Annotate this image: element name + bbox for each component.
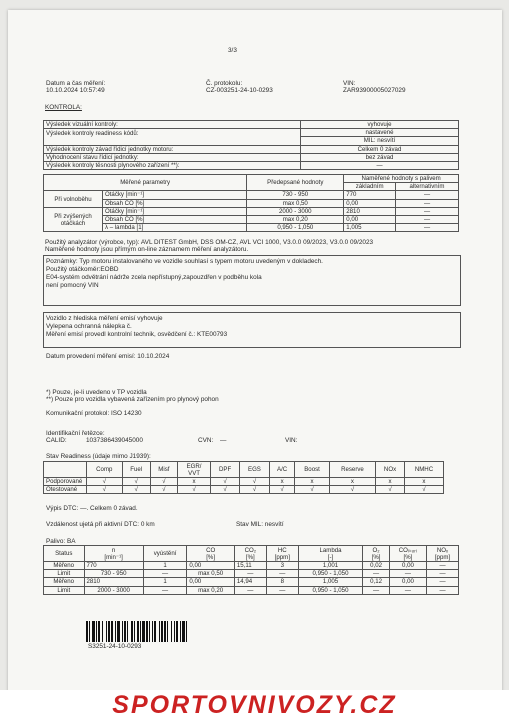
barcode-bar bbox=[149, 621, 150, 642]
readiness-col: Fuel bbox=[122, 462, 150, 478]
kontrola-label: Výsledek vizuální kontroly: bbox=[44, 121, 301, 129]
readiness-cell: √ bbox=[87, 478, 123, 486]
evaluation-line: Vozidlo z hlediska měření emisí vyhovuje bbox=[46, 315, 163, 322]
fuel-cell: 2810 bbox=[84, 578, 143, 586]
readiness-col: EGR/ VVT bbox=[177, 462, 210, 478]
table-row bbox=[44, 191, 459, 199]
dtc-distance: Vzdálenost ujetá při aktivní DTC: 0 km bbox=[46, 521, 155, 528]
ident-vin-label: VIN: bbox=[285, 437, 298, 444]
barcode-bar bbox=[159, 621, 160, 642]
evaluation-line: Měření emisí provedl kontrolní technik, osvědčení č.: KTE00793 bbox=[46, 331, 228, 338]
barcode-bar bbox=[115, 621, 116, 642]
table-row bbox=[44, 199, 459, 207]
kontrola-label: Výsledek kontroly závad řídicí jednotky motoru: bbox=[44, 145, 301, 153]
dtc-list: Výpis DTC: —. Celkem 0 závad. bbox=[46, 505, 138, 512]
barcode-bar bbox=[152, 621, 153, 642]
fuel-cell: 0,00 bbox=[187, 578, 234, 586]
barcode-bar bbox=[186, 621, 187, 642]
readiness-col: NMHC bbox=[404, 462, 443, 478]
analyzer-note: Naměřené hodnoty jsou přímým on-line záznamem měření analyzátoru. bbox=[45, 246, 249, 253]
fuel-header: CO₂ [%] bbox=[234, 546, 266, 562]
kontrola-heading: KONTROLA: bbox=[45, 104, 82, 111]
barcode-bar bbox=[167, 621, 168, 642]
fuel-cell: 1,001 bbox=[298, 562, 363, 570]
group-idle: Při volnoběhu bbox=[44, 191, 103, 207]
fuel-cell: 770 bbox=[84, 562, 143, 570]
readiness-col: NOx bbox=[376, 462, 405, 478]
kontrola-label bbox=[44, 137, 301, 145]
barcode-bar bbox=[164, 621, 166, 642]
fuel-cell: — bbox=[389, 586, 426, 594]
readiness-cell: √ bbox=[211, 486, 240, 494]
analyzer-line: Použitý analyzátor (výrobce, typ): AVL DITEST GmbH, DSS OM-CZ, AVL VCI 1000, V3.0.0 09/2023, V3.0.0 09/2023 bbox=[45, 239, 374, 246]
readiness-row-label: Otestované bbox=[44, 486, 87, 494]
readiness-cell: x bbox=[404, 478, 443, 486]
param-zakl: 770 bbox=[344, 191, 396, 199]
header-meas: Naměřené hodnoty s palivem bbox=[344, 175, 459, 183]
readiness-cell: √ bbox=[122, 478, 150, 486]
fuel-cell: — bbox=[363, 586, 390, 594]
fuel-table bbox=[43, 545, 459, 595]
table-row bbox=[44, 486, 444, 494]
readiness-cell: √ bbox=[376, 486, 405, 494]
fuel-cell: — bbox=[426, 562, 458, 570]
table-row bbox=[44, 562, 459, 570]
measurement-date: Datum provedení měření emisí: 10.10.2024 bbox=[46, 353, 170, 360]
readiness-cell: √ bbox=[211, 478, 240, 486]
readiness-cell: x bbox=[295, 478, 329, 486]
kontrola-label: Výsledek kontroly těsnosti plynového zařízení **): bbox=[44, 161, 301, 169]
group-raised-line1: Při zvýšených bbox=[54, 212, 92, 220]
param-alt: — bbox=[396, 215, 459, 223]
fuel-header: vyústění bbox=[143, 546, 187, 562]
barcode-bar bbox=[176, 621, 178, 642]
barcode-bar bbox=[140, 621, 141, 642]
barcode-bar bbox=[102, 621, 103, 642]
readiness-cell: √ bbox=[269, 486, 294, 494]
barcode-bar bbox=[161, 621, 163, 642]
readiness-col: A/C bbox=[269, 462, 294, 478]
fuel-cell: max 0,20 bbox=[187, 586, 234, 594]
readiness-cell: √ bbox=[150, 486, 177, 494]
barcode-bar bbox=[137, 621, 139, 642]
calid-label: CALID: bbox=[46, 437, 67, 444]
fuel-cell: 0,12 bbox=[363, 578, 390, 586]
readiness-cell: x bbox=[329, 478, 375, 486]
fuel-header: n [min⁻¹] bbox=[84, 546, 143, 562]
param-zakl: 1,005 bbox=[344, 224, 396, 232]
evaluation-line: Vylepena ochranná nálepka č. bbox=[46, 323, 132, 330]
table-row bbox=[44, 153, 459, 161]
cvn-value: — bbox=[220, 437, 227, 444]
barcode-bar bbox=[127, 621, 128, 642]
barcode-bar bbox=[86, 621, 88, 642]
fuel-cell: Limit bbox=[44, 570, 85, 578]
header-param: Měřené parametry bbox=[44, 175, 247, 191]
fuel-cell: — bbox=[266, 570, 298, 578]
barcode-bar bbox=[124, 621, 126, 642]
param-name: Otáčky [min⁻¹] bbox=[103, 191, 247, 199]
fuel-cell: — bbox=[426, 586, 458, 594]
readiness-col: Comp bbox=[87, 462, 123, 478]
kontrola-value: MIL: nesvítí bbox=[301, 137, 459, 145]
readiness-cell: √ bbox=[87, 486, 123, 494]
fuel-header: CO [%] bbox=[187, 546, 234, 562]
kontrola-value: Celkem 0 závad bbox=[301, 145, 459, 153]
fuel-cell: 2000 - 3000 bbox=[84, 586, 143, 594]
readiness-cell: √ bbox=[295, 486, 329, 494]
fuel-cell: — bbox=[143, 586, 187, 594]
barcode-bar bbox=[111, 621, 113, 642]
table-row bbox=[44, 224, 459, 232]
header-pred: Předepsané hodnoty bbox=[247, 175, 344, 191]
fuel-cell: 14,94 bbox=[234, 578, 266, 586]
readiness-col: Boost bbox=[295, 462, 329, 478]
readiness-col: DPF bbox=[211, 462, 240, 478]
readiness-cell: √ bbox=[150, 478, 177, 486]
kontrola-label: Výsledek kontroly readiness kódů: bbox=[44, 129, 301, 137]
barcode-bar bbox=[131, 621, 133, 642]
date-label: Datum a čas měření: bbox=[46, 80, 106, 87]
table-row bbox=[44, 570, 459, 578]
fuel-cell: — bbox=[234, 570, 266, 578]
fuel-header: CO₍ₖₒᵣ₎ [%] bbox=[389, 546, 426, 562]
barcode bbox=[86, 621, 238, 642]
comm-protocol: Komunikační protokol: ISO 14230 bbox=[46, 410, 142, 417]
readiness-col: Reserve bbox=[329, 462, 375, 478]
fuel-header: O₂ [%] bbox=[363, 546, 390, 562]
fuel-cell: — bbox=[143, 570, 187, 578]
mil-status: Stav MIL: nesvítí bbox=[236, 521, 284, 528]
table-row bbox=[44, 586, 459, 594]
fuel-cell: 0,950 - 1,050 bbox=[298, 586, 363, 594]
barcode-bar bbox=[96, 621, 97, 642]
fuel-cell: 1 bbox=[143, 562, 187, 570]
kontrola-value: bez závad bbox=[301, 153, 459, 161]
barcode-bar bbox=[174, 621, 175, 642]
protocol-value: CZ-003251-24-10-0293 bbox=[206, 87, 273, 94]
kontrola-value: nastavené bbox=[301, 129, 459, 137]
param-pred: 0,950 - 1,050 bbox=[247, 224, 344, 232]
table-row bbox=[44, 578, 459, 586]
readiness-heading: Stav Readiness (údaje mimo J1939): bbox=[46, 453, 151, 460]
fuel-cell: — bbox=[234, 586, 266, 594]
readiness-col: EGS bbox=[239, 462, 269, 478]
table-row bbox=[44, 145, 459, 153]
watermark: SPORTOVNIVOZY.CZ bbox=[0, 690, 509, 720]
fuel-header: Status bbox=[44, 546, 85, 562]
fuel-cell: 0,00 bbox=[389, 562, 426, 570]
barcode-bar bbox=[108, 621, 110, 642]
fuel-cell: 0,00 bbox=[187, 562, 234, 570]
param-zakl: 0,00 bbox=[344, 199, 396, 207]
page-number: 3/3 bbox=[228, 47, 237, 54]
table-row bbox=[44, 207, 459, 215]
kontrola-label: Vyhodnocení stavu řídicí jednotky: bbox=[44, 153, 301, 161]
barcode-bar bbox=[122, 621, 123, 642]
vin-label: VIN: bbox=[343, 80, 356, 87]
readiness-cell: √ bbox=[177, 486, 210, 494]
calid-value: 1037386439045000 bbox=[86, 437, 143, 444]
barcode-bar bbox=[92, 621, 95, 642]
fuel-cell: 0,00 bbox=[389, 578, 426, 586]
param-pred: max 0,20 bbox=[247, 215, 344, 223]
param-pred: 2000 - 3000 bbox=[247, 207, 344, 215]
group-raised bbox=[44, 207, 103, 232]
param-zakl: 2810 bbox=[344, 207, 396, 215]
vin-value: ZAR93900005027029 bbox=[343, 87, 406, 94]
notes-line: Použitý otáčkoměr:EOBD bbox=[46, 266, 119, 273]
header-alt: alternativním bbox=[396, 183, 459, 191]
barcode-bar bbox=[182, 621, 185, 642]
fuel-cell: Limit bbox=[44, 586, 85, 594]
readiness-cell: x bbox=[177, 478, 210, 486]
header-zakl: základním bbox=[344, 183, 396, 191]
barcode-bar bbox=[180, 621, 181, 642]
barcode-text: S3251-24-10-0293 bbox=[88, 643, 142, 650]
fuel-cell: 730 - 950 bbox=[84, 570, 143, 578]
fuel-cell: 8 bbox=[266, 578, 298, 586]
barcode-bar bbox=[98, 621, 100, 642]
param-name: λ – lambda [1] bbox=[103, 224, 247, 232]
barcode-bar bbox=[142, 621, 145, 642]
param-zakl: 0,00 bbox=[344, 215, 396, 223]
fuel-cell: 0,02 bbox=[363, 562, 390, 570]
barcode-bar bbox=[117, 621, 120, 642]
param-name: Otáčky [min⁻¹] bbox=[103, 207, 247, 215]
fuel-label: Palivo: BA bbox=[46, 538, 76, 545]
barcode-bar bbox=[171, 621, 172, 642]
table-row bbox=[44, 546, 459, 562]
param-pred: max 0,50 bbox=[247, 199, 344, 207]
fuel-cell: — bbox=[389, 570, 426, 578]
barcode-bar bbox=[89, 621, 90, 642]
param-alt: — bbox=[396, 224, 459, 232]
fuel-cell: 1,005 bbox=[298, 578, 363, 586]
kontrola-table bbox=[43, 120, 459, 170]
notes-line: Poznámky: Typ motoru instalovaného ve vozidle souhlasí s typem motoru uvedeným v dokladech. bbox=[46, 258, 323, 265]
protocol-label: Č. protokolu: bbox=[206, 80, 243, 87]
fuel-cell: 15,11 bbox=[234, 562, 266, 570]
fuel-cell: 3 bbox=[266, 562, 298, 570]
fuel-header: NOₓ [ppm] bbox=[426, 546, 458, 562]
fuel-header: HC [ppm] bbox=[266, 546, 298, 562]
notes-line: E04-systém odvětrání nádrže zcela nepřístupný,zapouzdřen v podběhu kola bbox=[46, 274, 262, 281]
readiness-cell: √ bbox=[329, 486, 375, 494]
footnote: *) Pouze, je-li uvedeno v TP vozidla bbox=[46, 389, 147, 396]
cvn-label: CVN: bbox=[198, 437, 214, 444]
readiness-cell: √ bbox=[404, 486, 443, 494]
group-raised-line2: otáčkách bbox=[60, 219, 86, 227]
param-alt: — bbox=[396, 207, 459, 215]
fuel-cell: 0,950 - 1,050 bbox=[298, 570, 363, 578]
barcode-bar bbox=[134, 621, 135, 642]
barcode-bar bbox=[146, 621, 148, 642]
param-alt: — bbox=[396, 199, 459, 207]
fuel-cell: Měřeno bbox=[44, 578, 85, 586]
readiness-row-label: Podporované bbox=[44, 478, 87, 486]
fuel-cell: 1 bbox=[143, 578, 187, 586]
table-row bbox=[44, 175, 459, 183]
table-row bbox=[44, 121, 459, 129]
param-pred: 730 - 950 bbox=[247, 191, 344, 199]
param-name: Obsah CO [%] bbox=[103, 199, 247, 207]
kontrola-value: — bbox=[301, 161, 459, 169]
fuel-cell: — bbox=[363, 570, 390, 578]
barcode-bar bbox=[106, 621, 107, 642]
footnote: **) Pouze pro vozidla vybavená zařízením pro plynový pohon bbox=[46, 396, 219, 403]
ident-heading: Identifikační řetězce: bbox=[46, 430, 105, 437]
kontrola-value: vyhovuje bbox=[301, 121, 459, 129]
table-row bbox=[44, 215, 459, 223]
fuel-cell: — bbox=[426, 578, 458, 586]
readiness-cell: x bbox=[269, 478, 294, 486]
table-row bbox=[44, 137, 459, 145]
table-row bbox=[44, 478, 444, 486]
param-name: Obsah CO [%] bbox=[103, 215, 247, 223]
fuel-cell: — bbox=[266, 586, 298, 594]
barcode-bar bbox=[154, 621, 156, 642]
fuel-header: Lambda [-] bbox=[298, 546, 363, 562]
table-row bbox=[44, 129, 459, 137]
readiness-corner bbox=[44, 462, 87, 478]
fuel-cell: — bbox=[426, 570, 458, 578]
readiness-cell: √ bbox=[239, 486, 269, 494]
table-row bbox=[44, 161, 459, 169]
fuel-cell: max 0,50 bbox=[187, 570, 234, 578]
parameters-table bbox=[43, 174, 459, 232]
readiness-table bbox=[43, 461, 444, 494]
param-alt: — bbox=[396, 191, 459, 199]
readiness-cell: x bbox=[376, 478, 405, 486]
date-value: 10.10.2024 10:57:49 bbox=[46, 87, 105, 94]
notes-line: není pomocný VIN bbox=[46, 282, 99, 289]
readiness-cell: √ bbox=[239, 478, 269, 486]
fuel-cell: Měřeno bbox=[44, 562, 85, 570]
readiness-col: Misf bbox=[150, 462, 177, 478]
readiness-cell: √ bbox=[122, 486, 150, 494]
table-row bbox=[44, 462, 444, 478]
